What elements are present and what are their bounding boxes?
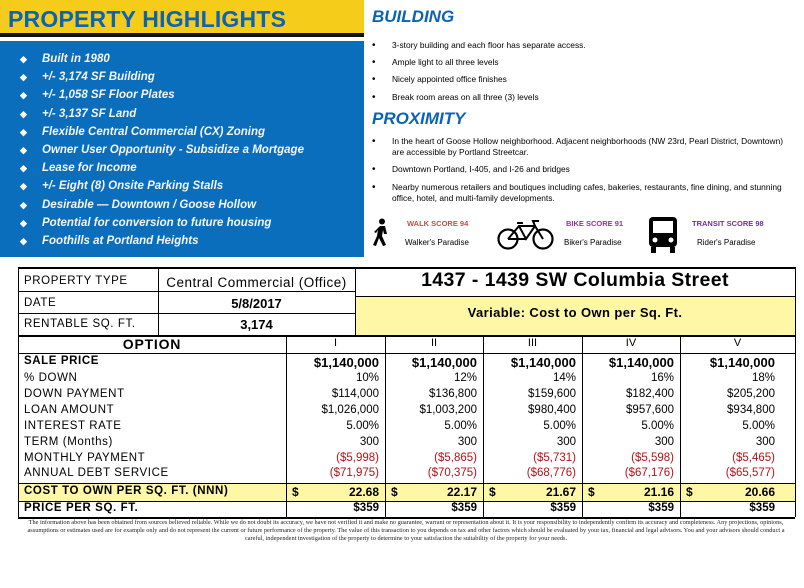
table-cell: ($68,776) <box>526 467 576 479</box>
option-header: II <box>430 337 438 349</box>
row-label: SALE PRICE <box>24 355 100 367</box>
table-cell: ($67,176) <box>624 467 674 479</box>
row-label: COST TO OWN PER SQ. FT. (NNN) <box>24 485 229 497</box>
transit-score-sub: Rider's Paradise <box>697 238 756 247</box>
bullet-icon: ◆ <box>20 126 27 137</box>
variable-note: Variable: Cost to Own per Sq. Ft. <box>467 305 683 320</box>
highlights-header <box>0 0 364 37</box>
highlight-item: ◆ +/- 1,058 SF Floor Plates <box>20 86 364 104</box>
bullet-icon: ◆ <box>20 199 27 210</box>
highlights-title: PROPERTY HIGHLIGHTS <box>8 6 287 32</box>
bullet-icon: ◆ <box>20 217 27 228</box>
highlight-item: ◆ +/- Eight (8) Onsite Parking Stalls <box>20 177 364 195</box>
property-type-label: PROPERTY TYPE <box>24 275 128 287</box>
currency-symbol: $ <box>686 485 693 499</box>
table-cell: 10% <box>355 372 379 384</box>
table-cell: 5.00% <box>543 420 576 432</box>
table-cell: 22.68 <box>348 485 379 499</box>
highlight-item: ◆ +/- 3,137 SF Land <box>20 105 364 123</box>
table-cell: 18% <box>751 372 775 384</box>
table-cell: $205,200 <box>727 388 775 400</box>
table-cell: 300 <box>556 436 576 448</box>
rentable-value: 3,174 <box>240 317 273 332</box>
option-header: I <box>333 337 338 349</box>
table-cell: 5.00% <box>444 420 477 432</box>
table-cell: $1,003,200 <box>419 404 477 416</box>
date-label: DATE <box>24 297 57 309</box>
table-cell: 300 <box>359 436 379 448</box>
table-cell: 21.16 <box>643 485 674 499</box>
table-cell: $182,400 <box>626 388 674 400</box>
table-cell: 300 <box>654 436 674 448</box>
highlight-item: ◆ Foothills at Portland Heights <box>20 232 364 250</box>
table-cell: $114,000 <box>331 388 379 400</box>
table-cell: $957,600 <box>626 404 674 416</box>
table-cell: 22.17 <box>446 485 477 499</box>
walk-score-label: WALK SCORE 94 <box>407 219 469 228</box>
table-cell: 5.00% <box>346 420 379 432</box>
table-cell: $1,140,000 <box>510 355 576 370</box>
row-label: LOAN AMOUNT <box>24 404 115 416</box>
bike-score-label: BIKE SCORE 91 <box>566 219 624 228</box>
bullet-icon: ◆ <box>20 90 27 101</box>
row-label: ANNUAL DEBT SERVICE <box>24 467 169 479</box>
date-value: 5/8/2017 <box>231 296 282 311</box>
proximity-item: • Nearby numerous retailers and boutiques including cafes, bakeries, restaurants, fine dining, and stunning office, hotel, and multi-family developments. <box>372 182 782 203</box>
highlight-item: ◆ +/- 3,174 SF Building <box>20 68 364 86</box>
option-header: III <box>527 337 538 349</box>
table-cell: $1,140,000 <box>313 355 379 370</box>
table-cell: 20.66 <box>744 485 775 499</box>
table-cell: 300 <box>755 436 775 448</box>
table-cell: ($71,975) <box>329 467 379 479</box>
table-cell: $1,140,000 <box>411 355 477 370</box>
table-cell: 12% <box>453 372 477 384</box>
highlight-item: ◆ Desirable — Downtown / Goose Hollow <box>20 196 364 214</box>
table-cell: $1,140,000 <box>608 355 674 370</box>
row-label: TERM (Months) <box>24 436 113 448</box>
row-label: DOWN PAYMENT <box>24 388 125 400</box>
currency-symbol: $ <box>292 485 299 499</box>
bullet-icon: • <box>372 164 376 175</box>
bike-icon <box>497 219 555 251</box>
table-cell: $359 <box>648 502 674 514</box>
currency-symbol: $ <box>489 485 496 499</box>
bike-score-sub: Biker's Paradise <box>564 238 622 247</box>
option-label: OPTION <box>122 336 182 352</box>
table-cell: $934,800 <box>727 404 775 416</box>
table-cell: 16% <box>650 372 674 384</box>
table-cell: $1,140,000 <box>709 355 775 370</box>
table-cell: $1,026,000 <box>321 404 379 416</box>
building-item: • 3-story building and each floor has separate access. <box>372 40 586 51</box>
table-cell: ($5,465) <box>732 452 775 464</box>
bullet-icon: ◆ <box>20 163 27 174</box>
highlight-item: ◆ Flexible Central Commercial (CX) Zoning <box>20 123 364 141</box>
row-label: PRICE PER SQ. FT. <box>24 502 139 514</box>
table-cell: 5.00% <box>641 420 674 432</box>
row-label: % DOWN <box>24 372 78 384</box>
bullet-icon: • <box>372 136 376 147</box>
bullet-icon: ◆ <box>20 108 27 119</box>
row-label: INTEREST RATE <box>24 420 122 432</box>
highlights-list <box>0 41 364 257</box>
walk-icon <box>370 218 392 248</box>
bullet-icon: ◆ <box>20 181 27 192</box>
proximity-item: • In the heart of Goose Hollow neighborhood. Adjacent neighborhoods (NW 23rd, Pearl District, Downtown) are accessible by Portland Streetcar. <box>372 136 784 157</box>
proximity-title: PROXIMITY <box>372 109 466 128</box>
table-cell: $136,800 <box>429 388 477 400</box>
address-title: 1437 - 1439 SW Columbia Street <box>421 269 729 291</box>
bullet-icon: • <box>372 57 376 68</box>
table-cell: $359 <box>451 502 477 514</box>
rentable-label: RENTABLE SQ. FT. <box>24 318 136 330</box>
proximity-item: • Downtown Portland, I-405, and I-26 and bridges <box>372 164 570 175</box>
option-header: IV <box>625 337 637 349</box>
building-item: • Break room areas on all three (3) levels <box>372 92 539 103</box>
bullet-icon: • <box>372 92 376 103</box>
table-cell: ($5,731) <box>533 452 576 464</box>
bullet-icon: ◆ <box>20 144 27 155</box>
table-cell: $359 <box>550 502 576 514</box>
transit-icon <box>646 215 680 255</box>
currency-symbol: $ <box>588 485 595 499</box>
highlight-item: ◆ Built in 1980 <box>20 50 364 68</box>
table-cell: 5.00% <box>742 420 775 432</box>
highlight-item: ◆ Potential for conversion to future housing <box>20 214 364 232</box>
currency-symbol: $ <box>391 485 398 499</box>
table-cell: $980,400 <box>528 404 576 416</box>
table-cell: ($70,375) <box>427 467 477 479</box>
highlight-item: ◆ Lease for Income <box>20 159 364 177</box>
bullet-icon: ◆ <box>20 54 27 64</box>
table-cell: $359 <box>749 502 775 514</box>
property-type-value: Central Commercial (Office) <box>166 275 347 290</box>
transit-score-label: TRANSIT SCORE 98 <box>692 219 764 228</box>
bullet-icon: • <box>372 74 376 85</box>
table-cell: $159,600 <box>528 388 576 400</box>
table-cell: 21.67 <box>545 485 576 499</box>
building-title: BUILDING <box>372 7 455 26</box>
row-label: MONTHLY PAYMENT <box>24 452 146 464</box>
table-cell: 14% <box>552 372 576 384</box>
table-cell: $359 <box>353 502 379 514</box>
table-cell: ($5,865) <box>434 452 477 464</box>
bullet-icon: • <box>372 40 376 51</box>
table-cell: ($5,598) <box>631 452 674 464</box>
building-item: • Ample light to all three levels <box>372 57 499 68</box>
highlight-item: ◆ Owner User Opportunity - Subsidize a Mortgage <box>20 141 364 159</box>
building-item: • Nicely appointed office finishes <box>372 74 507 85</box>
table-cell: ($5,998) <box>336 452 379 464</box>
table-cell: ($65,577) <box>725 467 775 479</box>
option-header: V <box>733 337 742 349</box>
disclaimer-text: The information above has been obtained from sources believed reliable. While we do not doubt its accuracy, we have not verified it and make no guarantee, warrant or representation about it. It is your responsibility to independently confirm its accuracy and completeness. Any projections, opinions, assumptions or estimates used are for example only and do not represent the current or future performance of the property. The value of this transaction to you depends on tax and other factors which should be evaluated by your tax, financial and legal advisors. You and your advisors should conduct a careful, independent investigation of the property to determine to your satisfaction the suitability of the property for your needs. <box>27 519 785 543</box>
bullet-icon: • <box>372 182 376 193</box>
bullet-icon: ◆ <box>20 235 27 246</box>
bullet-icon: ◆ <box>20 72 27 83</box>
table-cell: 300 <box>457 436 477 448</box>
walk-score-sub: Walker's Paradise <box>405 238 469 247</box>
